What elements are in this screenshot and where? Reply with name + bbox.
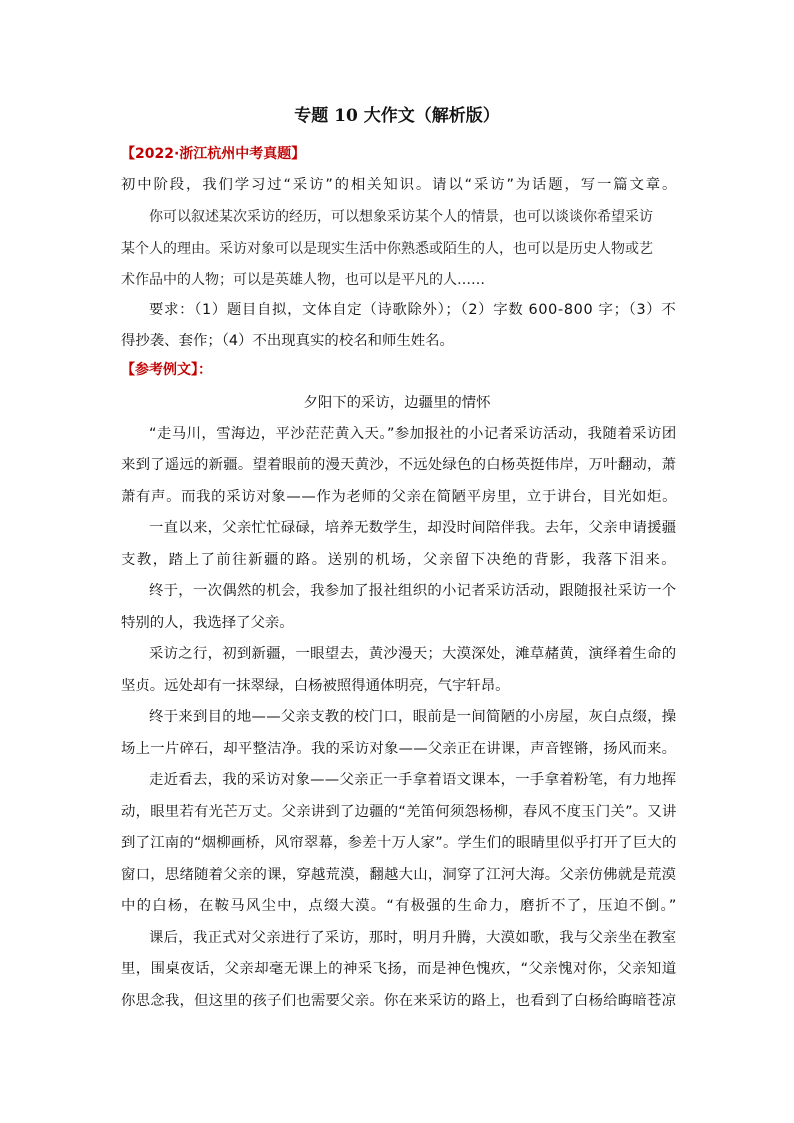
reference-label: 【参考例文】： xyxy=(121,362,212,378)
essay-title: 夕阳下的采访，边疆里的情怀 xyxy=(303,395,491,411)
essay-line: 课后，我正式对父亲进行了采访，那时，明月升腾，大漠如歌，我与父亲坐在教室 xyxy=(149,930,677,946)
prompt-intro: 初中阶段，我们学习过“采访”的相关知识。请以“采访”为话题，写一篇文章。 xyxy=(121,177,679,193)
essay-line: 中的白杨，在鞍马风尘中，点缀大漠。“有极强的生命力，磨折不了，压迫不倒。” xyxy=(121,898,678,914)
essay-line: 特别的人，我选择了父亲。 xyxy=(121,615,294,631)
prompt-body-line: 某个人的理由。采访对象可以是现实生活中你熟悉或陌生的人，也可以是历史人物或艺 xyxy=(121,241,653,257)
essay-line: 一直以来，父亲忙忙碌碌，培养无数学生，却没时间陪伴我。去年，父亲申请援疆 xyxy=(149,520,677,536)
document-title: 专题 10 大作文（解析版） xyxy=(294,106,500,126)
essay-line: 终于，一次偶然的机会，我参加了报社组织的小记者采访活动，跟随报社采访一个 xyxy=(149,583,677,599)
essay-line: 场上一片碎石，却平整洁净。我的采访对象——父亲正在讲课，声音铿锵，扬风而来。 xyxy=(121,741,677,757)
essay-line: 终于来到目的地——父亲支教的校门口，眼前是一间简陋的小房屋，灰白点缀，操 xyxy=(149,709,677,725)
essay-line: 坚贞。远处却有一抹翠绿，白杨被照得通体明亮，气宇轩昂。 xyxy=(121,678,510,694)
essay-line: 采访之行，初到新疆，一眼望去，黄沙漫天；大漠深处，滩草赭黄，演绎着生命的 xyxy=(149,646,677,662)
requirements-line: 要求：（1）题目自拟，文体自定（诗歌除外）；（2）字数 600-800 字；（3）不 xyxy=(149,302,677,318)
essay-line: 来到了遥远的新疆。望着眼前的漫天黄沙，不远处绿色的白杨英挺伟岸，万叶翻动，萧 xyxy=(121,457,677,473)
essay-line: 到了江南的“烟柳画桥，风帘翠幕，参差十万人家”。学生们的眼睛里似乎打开了巨大的 xyxy=(121,835,677,851)
source-tag: 【2022·浙江杭州中考真题】 xyxy=(121,146,306,162)
prompt-body-line: 你可以叙述某次采访的经历，可以想象采访某个人的情景，也可以谈谈你希望采访 xyxy=(149,209,653,225)
essay-line: 里，围桌夜话，父亲却毫无课上的神采飞扬，而是神色愧疚，“父亲愧对你，父亲知道 xyxy=(121,961,677,977)
essay-line: 萧有声。而我的采访对象——作为老师的父亲在简陋平房里，立于讲台，目光如炬。 xyxy=(121,489,678,505)
requirements-line: 得抄袭、套作；（4）不出现真实的校名和师生姓名。 xyxy=(121,333,454,349)
essay-line: 动，眼里若有光芒万丈。父亲讲到了边疆的“羌笛何须怨杨柳，春风不度玉门关”。又讲 xyxy=(121,804,677,820)
essay-line: 你思念我，但这里的孩子们也需要父亲。你在来采访的路上，也看到了白杨给晦暗苍凉 xyxy=(121,993,677,1009)
prompt-body-line: 术作品中的人物；可以是英雄人物，也可以是平凡的人…… xyxy=(121,272,485,288)
essay-line: “走马川，雪海边，平沙茫茫黄入天。”参加报社的小记者采访活动，我随着采访团 xyxy=(149,426,677,442)
essay-line: 窗口，思绪随着父亲的课，穿越荒漠，翻越大山，洞穿了江河大海。父亲仿佛就是荒漠 xyxy=(121,867,677,883)
essay-line: 支教，踏上了前往新疆的路。送别的机场，父亲留下决绝的背影，我落下泪来。 xyxy=(121,552,678,568)
essay-line: 走近看去，我的采访对象——父亲正一手拿着语文课本，一手拿着粉笔，有力地挥 xyxy=(149,772,677,788)
